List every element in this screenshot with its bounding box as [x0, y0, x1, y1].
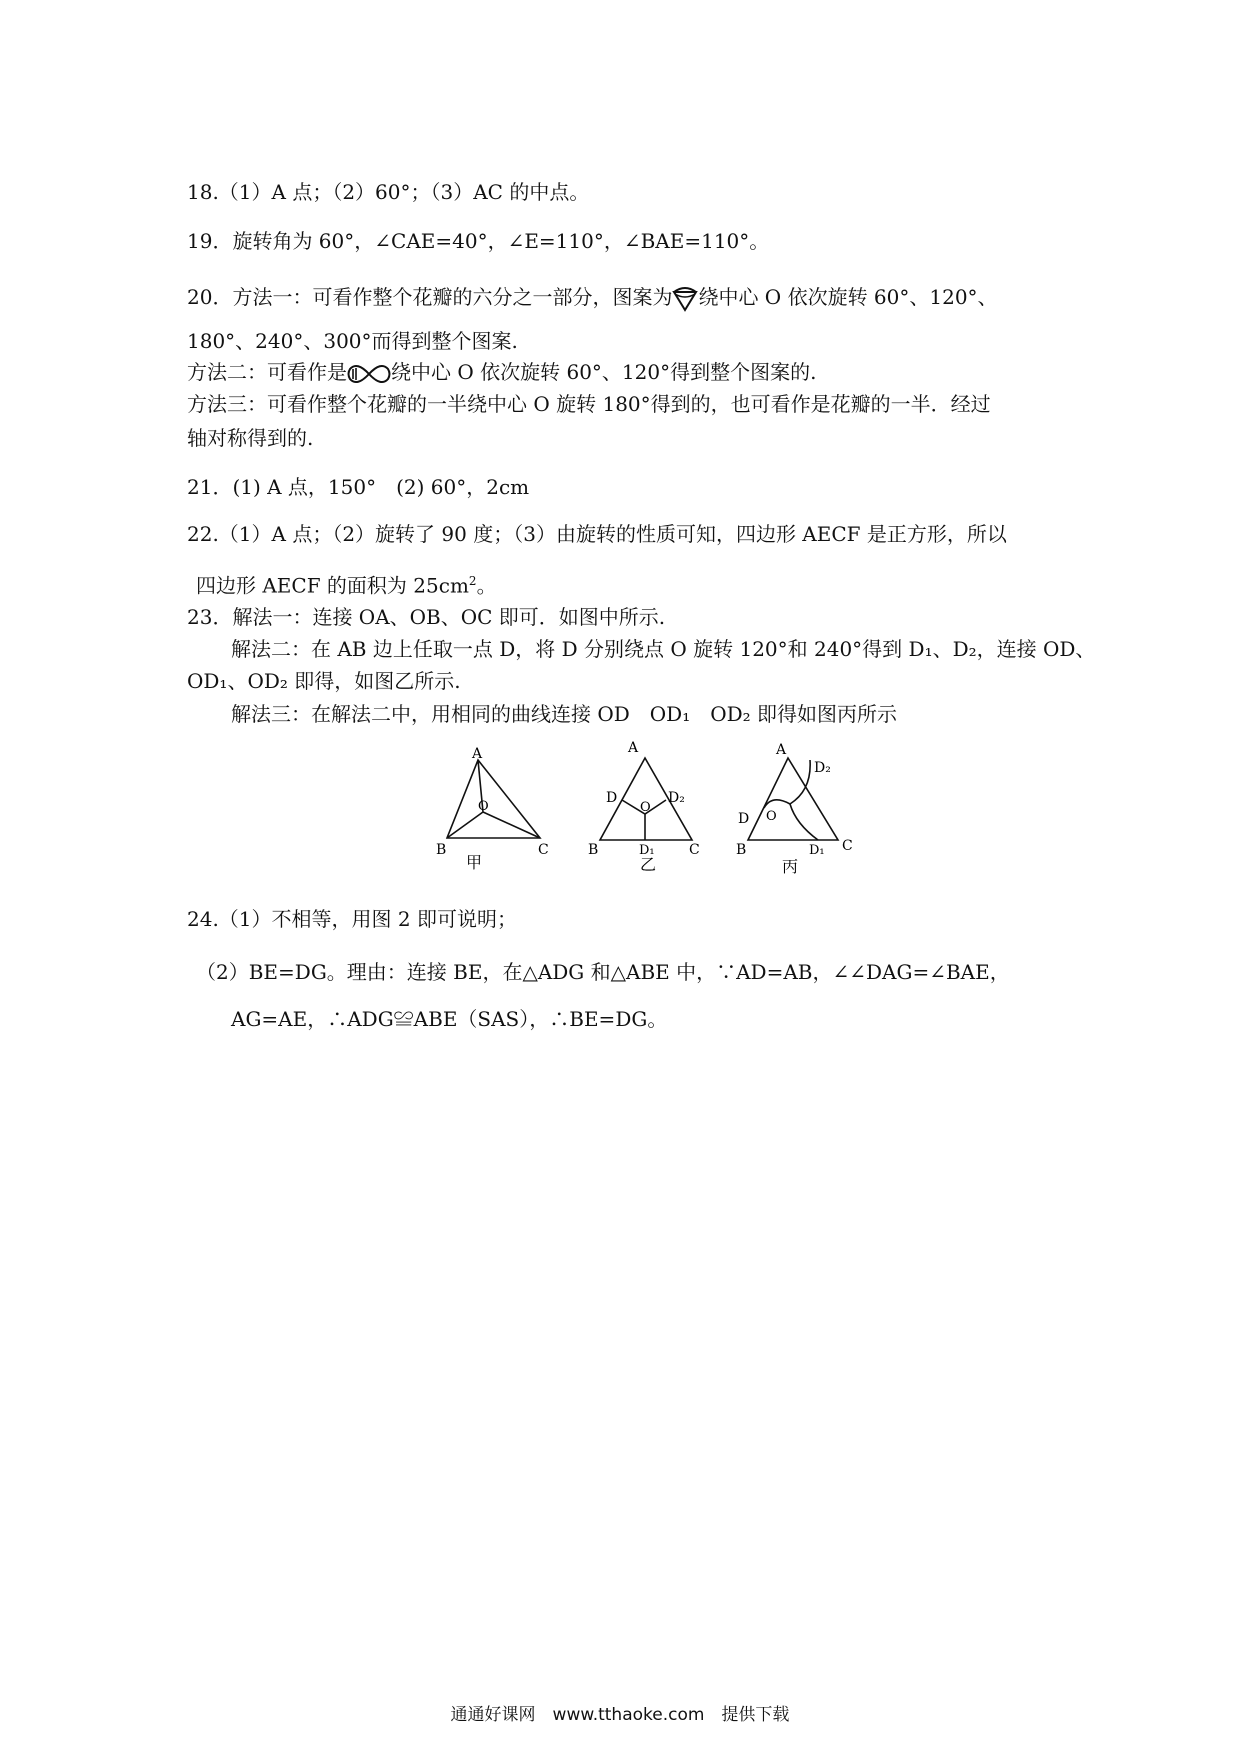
bowtie-petal-icon	[347, 363, 391, 385]
label-C-yi: C	[689, 842, 700, 858]
label-O-jia: O	[478, 799, 489, 814]
answer-22-end: 。	[476, 573, 497, 598]
label-B-jia: B	[436, 842, 447, 858]
answer-24-line-1: 24.（1）不相等，用图 2 即可说明；	[187, 907, 517, 931]
caption-bing: 丙	[782, 857, 799, 874]
caption-jia: 甲	[466, 853, 483, 872]
answer-22-superscript: 2	[468, 574, 477, 588]
answer-23-line-2: 解法二：在 AB 边上任取一点 D，将 D 分别绕点 O 旋转 120°和 240°得到 D₁、D₂，连接 OD、	[231, 637, 1096, 661]
answer-20-line-3	[187, 358, 816, 386]
answer-20-line-4: 方法三：可看作整个花瓣的一半绕中心 O 旋转 180°得到的，也可看作是花瓣的一半．经过	[187, 392, 991, 416]
caption-yi: 乙	[640, 855, 657, 872]
answer-20-line-3-post: 绕中心 O 依次旋转 60°、120°得到整个图案的.	[391, 360, 817, 384]
label-C-bing: C	[842, 838, 853, 854]
answer-20-line-1-pre: 20．方法一：可看作整个花瓣的六分之一部分，图案为	[187, 285, 673, 309]
label-D-yi: D	[606, 790, 618, 806]
petal-sixth-icon	[672, 286, 698, 312]
label-B-bing: B	[736, 842, 747, 858]
label-D-bing: D	[738, 811, 750, 827]
label-D1-bing: D₁	[809, 843, 825, 858]
answer-18: 18.（1）A 点；（2）60°；（3）AC 的中点。	[187, 180, 590, 204]
answer-23-line-1: 23．解法一：连接 OA、OB、OC 即可．如图中所示.	[187, 605, 666, 629]
answer-20-line-1-post: 绕中心 O 依次旋转 60°、120°、	[698, 285, 998, 309]
answer-22-line-2	[196, 567, 497, 600]
label-C-jia: C	[538, 842, 549, 858]
figure-jia	[432, 742, 552, 872]
label-A-jia: A	[472, 746, 483, 762]
label-A-yi: A	[628, 740, 639, 756]
label-D1-yi: D₁	[639, 843, 655, 858]
label-D2-yi: D₂	[668, 790, 685, 806]
answer-20-line-3-pre: 方法二：可看作是	[187, 360, 347, 384]
label-O-yi: O	[640, 800, 651, 815]
answer-20-line-5: 轴对称得到的.	[187, 426, 314, 450]
label-D2-bing: D₂	[814, 760, 831, 776]
answer-24-line-2: （2）BE=DG。理由：连接 BE，在△ADG 和△ABE 中，∵AD=AB，∠∠DAG=∠BAE，	[196, 960, 1010, 984]
page-footer: 通通好课网 www.tthaoke.com 提供下载	[450, 1705, 790, 1725]
triangle-jia	[447, 760, 540, 838]
answer-22-area-text: 四边形 AECF 的面积为 25cm	[196, 573, 469, 598]
answer-23-line-3: OD₁、OD₂ 即得，如图乙所示.	[187, 669, 461, 693]
answer-20-line-2: 180°、240°、300°而得到整个图案.	[187, 329, 518, 353]
answer-20-line-1	[187, 283, 998, 312]
label-O-bing: O	[766, 809, 777, 824]
answer-22-line-1: 22.（1）A 点；（2）旋转了 90 度；（3）由旋转的性质可知，四边形 AECF 是正方形，所以	[187, 522, 1007, 546]
label-B-yi: B	[588, 842, 599, 858]
answer-19: 19．旋转角为 60°，∠CAE=40°，∠E=110°，∠BAE=110°。	[187, 229, 770, 253]
figure-bing	[736, 740, 866, 874]
answer-23-line-4: 解法三：在解法二中，用相同的曲线连接 OD OD₁ OD₂ 即得如图丙所示	[231, 702, 898, 726]
label-A-bing: A	[776, 742, 787, 758]
answer-24-line-3: AG=AE，∴ADG≌ABE（SAS），∴BE=DG。	[231, 1007, 668, 1031]
figure-yi	[580, 738, 710, 872]
answer-21: 21．(1) A 点，150° (2) 60°，2cm	[187, 475, 530, 499]
